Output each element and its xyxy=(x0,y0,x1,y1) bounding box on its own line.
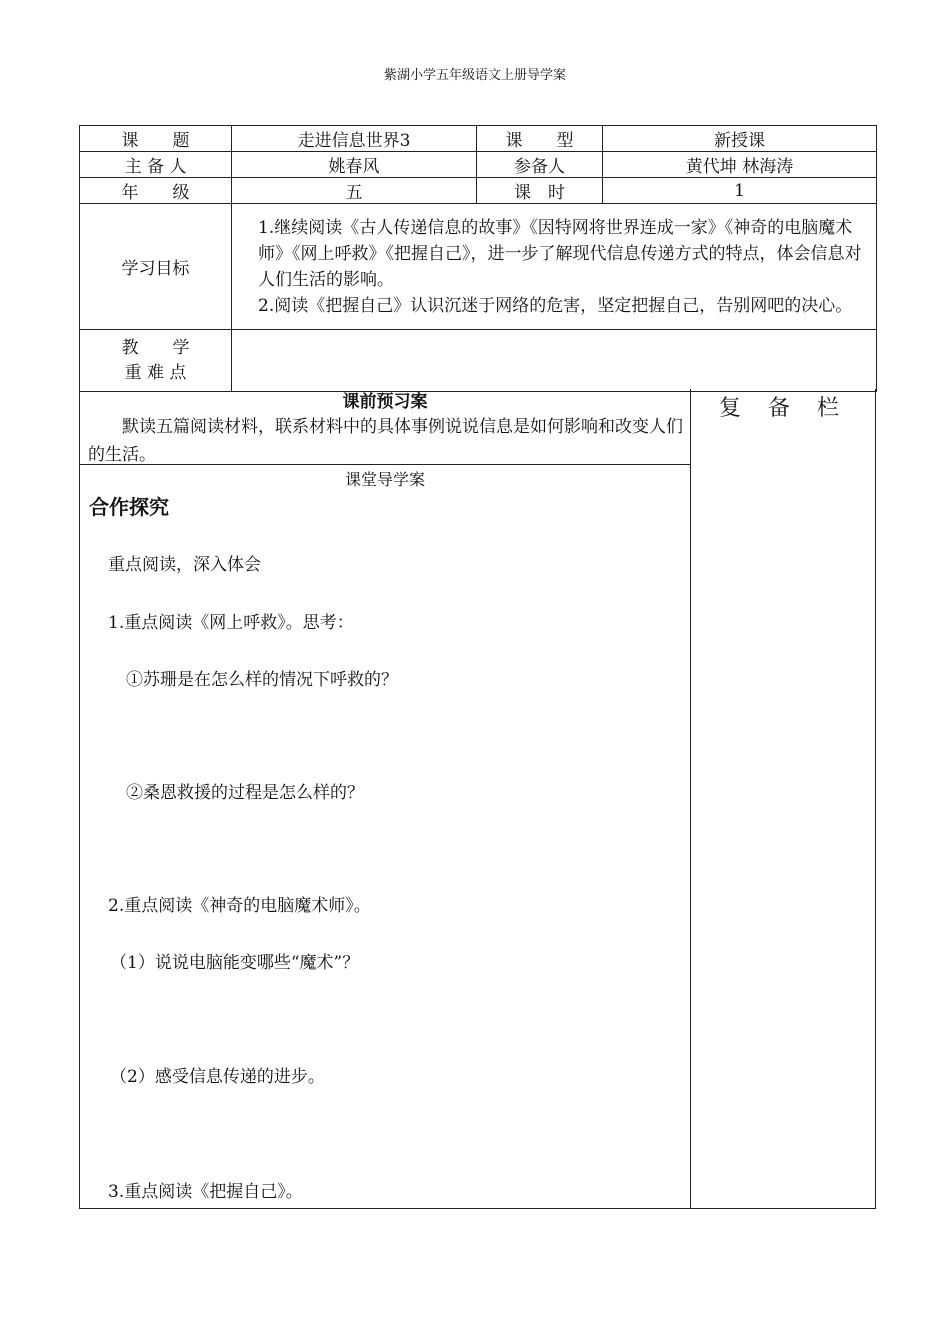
classroom-title: 课堂导学案 xyxy=(344,470,425,489)
page-header: 紫湖小学五年级语文上册导学案 xyxy=(383,68,566,83)
focus-label xyxy=(80,330,232,392)
cooperation-heading: 合作探究 xyxy=(89,495,169,519)
review-column-title: 复 备 栏 xyxy=(719,396,849,421)
question-1: 1.重点阅读《网上呼救》。思考： xyxy=(108,613,354,633)
co-value: 黄代坤 林海涛 xyxy=(603,152,877,178)
goal-item: 2.阅读《把握自己》认识沉迷于网络的危害，坚定把握自己，告别网吧的决心。 xyxy=(258,295,853,316)
hours-value: 1 xyxy=(603,178,877,204)
goal-item: 1.继续阅读《古人传递信息的故事》《因特网将世界连成一家》《神奇的电脑魔术师》《网上呼救》《把握自己》，进一步了解现代信息传递方式的特点，体会信息对人们生活的影响。 xyxy=(258,217,862,290)
lead-label: 主 备 人 xyxy=(80,152,232,178)
topic-label: 课 题 xyxy=(80,126,232,152)
question-1a: ①苏珊是在怎么样的情况下呼救的？ xyxy=(126,670,398,690)
question-2: 2.重点阅读《神奇的电脑魔术师》。 xyxy=(108,896,371,916)
question-3: 3.重点阅读《把握自己》。 xyxy=(108,1182,303,1202)
co-label: 参备人 xyxy=(477,152,603,178)
goals-label: 学习目标 xyxy=(80,204,232,330)
question-1b: ②桑恩救援的过程是怎么样的？ xyxy=(126,783,364,803)
preview-text: 默读五篇阅读材料，联系材料中的具体事例说说信息是如何影响和改变人们的生活。 xyxy=(88,417,683,465)
intro-text: 重点阅读，深入体会 xyxy=(108,555,261,575)
worksheet-main-column xyxy=(80,389,691,1209)
section-divider xyxy=(80,464,690,465)
focus-value xyxy=(232,330,877,392)
grade-label: 年 级 xyxy=(80,178,232,204)
goals-cell xyxy=(232,204,877,330)
grade-value: 五 xyxy=(232,178,477,204)
question-2b: （2）感受信息传递的进步。 xyxy=(110,1067,325,1087)
hours-label: 课 时 xyxy=(477,178,603,204)
topic-value: 走进信息世界3 xyxy=(232,126,477,152)
focus-label-line: 教 学 xyxy=(121,337,190,358)
type-label: 课 型 xyxy=(477,126,603,152)
focus-label-line: 重 难 点 xyxy=(124,362,187,383)
lead-value: 姚春风 xyxy=(232,152,477,178)
question-2a: （1）说说电脑能变哪些“魔术”？ xyxy=(110,953,360,973)
lesson-info-table xyxy=(79,125,877,392)
preview-title: 课前预习案 xyxy=(342,392,428,412)
type-value: 新授课 xyxy=(603,126,877,152)
worksheet-body xyxy=(79,389,876,1209)
